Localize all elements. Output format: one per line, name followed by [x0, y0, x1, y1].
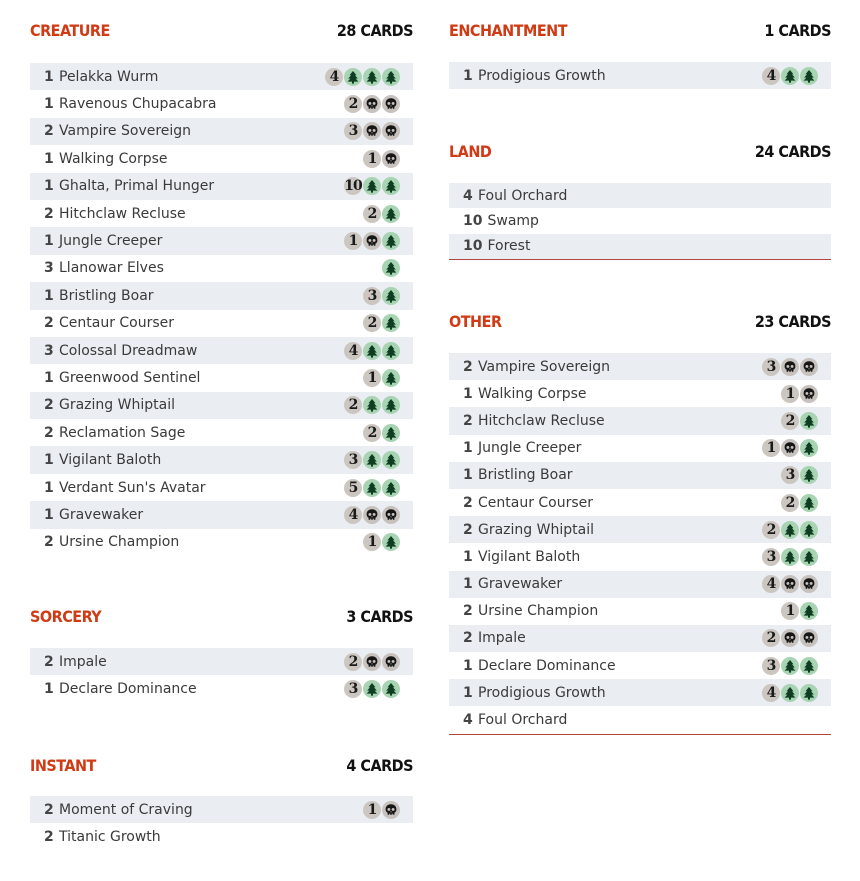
mana-cost: [762, 439, 818, 457]
card-name[interactable]: Moment of Craving: [59, 801, 193, 818]
card-row[interactable]: [449, 435, 831, 462]
mana-cost: [762, 657, 818, 675]
mana-cost: [363, 287, 400, 305]
mana-cost: [344, 506, 400, 524]
card-row[interactable]: [449, 652, 831, 679]
generic-mana-icon: 1: [363, 801, 381, 819]
card-name[interactable]: Colossal Dreadmaw: [59, 342, 198, 359]
forest-mana-icon: [781, 657, 799, 675]
generic-mana-icon: 4: [762, 67, 780, 85]
forest-mana-icon: [800, 494, 818, 512]
card-list: [30, 796, 413, 850]
card-quantity: 1: [463, 467, 473, 484]
forest-mana-icon: [800, 684, 818, 702]
card-quantity: 4: [463, 187, 473, 204]
forest-mana-icon: [382, 451, 400, 469]
card-row[interactable]: [30, 675, 413, 702]
card-name[interactable]: Reclamation Sage: [59, 424, 186, 441]
generic-mana-icon: 3: [363, 287, 381, 305]
forest-mana-icon: [363, 177, 381, 195]
card-row[interactable]: [449, 353, 831, 380]
card-list: [30, 63, 413, 556]
generic-mana-icon: 2: [344, 653, 362, 671]
card-quantity: 1: [463, 548, 473, 565]
card-list: [449, 62, 831, 89]
card-row[interactable]: [449, 625, 831, 652]
mana-cost: [363, 533, 400, 551]
card-quantity: 2: [44, 653, 54, 670]
card-quantity: 1: [463, 657, 473, 674]
card-name[interactable]: Grazing Whiptail: [59, 397, 175, 414]
swamp-mana-icon: [781, 575, 799, 593]
generic-mana-icon: 2: [762, 521, 780, 539]
card-name[interactable]: Centaur Courser: [478, 494, 594, 511]
card-quantity: 1: [463, 67, 473, 84]
generic-mana-icon: 2: [781, 412, 799, 430]
card-name[interactable]: Prodigious Growth: [478, 684, 606, 701]
swamp-mana-icon: [781, 439, 799, 457]
generic-mana-icon: 1: [363, 369, 381, 387]
mana-cost: [762, 548, 818, 566]
forest-mana-icon: [382, 259, 400, 277]
card-name[interactable]: Vampire Sovereign: [478, 358, 611, 375]
generic-mana-icon: 3: [762, 657, 780, 675]
generic-mana-icon: 3: [762, 548, 780, 566]
section-header: [449, 141, 831, 161]
section-header: [30, 20, 413, 40]
generic-mana-icon: 5: [344, 479, 362, 497]
swamp-mana-icon: [363, 653, 381, 671]
card-row[interactable]: [30, 337, 413, 364]
card-quantity: 10: [463, 212, 483, 229]
mana-cost: [762, 358, 818, 376]
card-name[interactable]: Llanowar Elves: [59, 260, 164, 277]
generic-mana-icon: 3: [762, 358, 780, 376]
forest-mana-icon: [800, 548, 818, 566]
generic-mana-icon: 1: [781, 385, 799, 403]
card-quantity: 1: [44, 506, 54, 523]
section-count: 24 CARDS: [754, 141, 831, 161]
card-row[interactable]: [30, 419, 413, 446]
forest-mana-icon: [363, 479, 381, 497]
card-name[interactable]: Grazing Whiptail: [478, 521, 594, 538]
section-title: SORCERY: [30, 606, 102, 626]
card-row[interactable]: [449, 380, 831, 407]
card-quantity: 1: [44, 150, 54, 167]
generic-mana-icon: 2: [762, 629, 780, 647]
card-quantity: 2: [44, 828, 54, 845]
mana-cost: [363, 369, 400, 387]
card-name[interactable]: Vigilant Baloth: [478, 548, 581, 565]
card-name[interactable]: Greenwood Sentinel: [59, 369, 201, 386]
mana-cost: [762, 629, 818, 647]
card-quantity: 2: [463, 521, 473, 538]
forest-mana-icon: [382, 342, 400, 360]
mana-cost: [781, 385, 818, 403]
swamp-mana-icon: [363, 232, 381, 250]
card-row[interactable]: [449, 543, 831, 570]
card-list: [449, 353, 831, 735]
forest-mana-icon: [781, 548, 799, 566]
forest-mana-icon: [344, 68, 362, 86]
card-quantity: 2: [463, 412, 473, 429]
card-row[interactable]: [449, 571, 831, 598]
forest-mana-icon: [382, 205, 400, 223]
mana-cost: [344, 122, 400, 140]
section-header: [449, 311, 831, 331]
mana-cost: [762, 67, 818, 85]
mana-cost: [344, 479, 400, 497]
card-name[interactable]: Gravewaker: [59, 506, 144, 523]
forest-mana-icon: [382, 680, 400, 698]
card-quantity: 2: [44, 424, 54, 441]
mana-cost: [325, 68, 400, 86]
card-quantity: 3: [44, 260, 54, 277]
swamp-mana-icon: [382, 122, 400, 140]
forest-mana-icon: [382, 533, 400, 551]
card-row[interactable]: [449, 706, 831, 734]
card-name[interactable]: Hitchclaw Recluse: [478, 412, 605, 429]
forest-mana-icon: [800, 657, 818, 675]
card-row[interactable]: [30, 648, 413, 675]
mana-cost: [344, 95, 400, 113]
mana-cost: [363, 424, 400, 442]
card-row[interactable]: [30, 118, 413, 145]
card-row[interactable]: [30, 255, 413, 282]
card-name[interactable]: Declare Dominance: [478, 657, 616, 674]
forest-mana-icon: [800, 439, 818, 457]
section-title: CREATURE: [30, 20, 110, 40]
section-header: [30, 606, 413, 626]
mana-cost: [344, 342, 400, 360]
card-quantity: 2: [44, 534, 54, 551]
card-quantity: 1: [44, 452, 54, 469]
card-row[interactable]: [449, 598, 831, 625]
card-row[interactable]: [449, 489, 831, 516]
card-quantity: 2: [44, 801, 54, 818]
card-row[interactable]: [30, 227, 413, 254]
mana-cost: [363, 801, 400, 819]
generic-mana-icon: 2: [363, 424, 381, 442]
mana-cost: [344, 177, 400, 195]
swamp-mana-icon: [363, 95, 381, 113]
card-quantity: 2: [463, 603, 473, 620]
card-row[interactable]: [30, 200, 413, 227]
swamp-mana-icon: [781, 629, 799, 647]
card-name[interactable]: Impale: [478, 630, 526, 647]
card-name[interactable]: Foul Orchard: [478, 187, 568, 204]
card-name[interactable]: Impale: [59, 653, 107, 670]
card-quantity: 10: [463, 238, 483, 255]
forest-mana-icon: [800, 412, 818, 430]
card-quantity: 1: [463, 576, 473, 593]
mana-cost: [363, 150, 400, 168]
generic-mana-icon: 2: [363, 205, 381, 223]
card-list: [449, 183, 831, 260]
card-quantity: 2: [463, 494, 473, 511]
card-name[interactable]: Ursine Champion: [59, 534, 180, 551]
generic-mana-icon: 4: [762, 575, 780, 593]
generic-mana-icon: 2: [344, 95, 362, 113]
card-name[interactable]: Ravenous Chupacabra: [59, 96, 217, 113]
mana-cost: [781, 466, 818, 484]
generic-mana-icon: 3: [344, 680, 362, 698]
generic-mana-icon: 1: [762, 439, 780, 457]
forest-mana-icon: [781, 67, 799, 85]
generic-mana-icon: 3: [344, 122, 362, 140]
generic-mana-icon: 3: [781, 466, 799, 484]
card-row[interactable]: [30, 823, 413, 850]
card-name[interactable]: Gravewaker: [478, 576, 563, 593]
mana-cost: [363, 314, 400, 332]
forest-mana-icon: [382, 424, 400, 442]
card-name[interactable]: Swamp: [487, 212, 539, 229]
generic-mana-icon: 4: [344, 342, 362, 360]
card-quantity: 1: [44, 369, 54, 386]
forest-mana-icon: [800, 602, 818, 620]
section-count: 28 CARDS: [336, 20, 413, 40]
section-header: [449, 20, 831, 40]
card-name[interactable]: Jungle Creeper: [59, 233, 163, 250]
card-quantity: 1: [44, 233, 54, 250]
generic-mana-icon: 1: [363, 533, 381, 551]
swamp-mana-icon: [382, 653, 400, 671]
mana-cost: [762, 575, 818, 593]
mana-cost: [344, 653, 400, 671]
card-row[interactable]: [30, 90, 413, 117]
card-quantity: 4: [463, 712, 473, 729]
card-row[interactable]: [30, 282, 413, 309]
card-name[interactable]: Bristling Boar: [478, 467, 573, 484]
card-quantity: 3: [44, 342, 54, 359]
card-row[interactable]: [30, 364, 413, 391]
generic-mana-icon: 4: [344, 506, 362, 524]
card-quantity: 2: [463, 358, 473, 375]
card-row[interactable]: [449, 462, 831, 489]
forest-mana-icon: [363, 451, 381, 469]
card-row[interactable]: [449, 516, 831, 543]
card-row[interactable]: [30, 63, 413, 90]
card-quantity: 2: [44, 397, 54, 414]
section-count: 23 CARDS: [754, 311, 831, 331]
card-row[interactable]: [449, 679, 831, 706]
card-name[interactable]: Walking Corpse: [478, 385, 587, 402]
forest-mana-icon: [781, 684, 799, 702]
mana-cost: [781, 494, 818, 512]
card-quantity: 2: [463, 630, 473, 647]
card-row[interactable]: [449, 62, 831, 89]
mana-cost: [781, 412, 818, 430]
section-count: 3 CARDS: [346, 606, 413, 626]
forest-mana-icon: [781, 521, 799, 539]
generic-mana-icon: 4: [325, 68, 343, 86]
section-header: [30, 755, 413, 775]
card-name[interactable]: Prodigious Growth: [478, 67, 606, 84]
mana-cost: [762, 684, 818, 702]
mana-cost: [762, 521, 818, 539]
card-row[interactable]: [449, 234, 831, 260]
card-quantity: 1: [463, 385, 473, 402]
forest-mana-icon: [382, 314, 400, 332]
generic-mana-icon: 4: [762, 684, 780, 702]
forest-mana-icon: [382, 68, 400, 86]
forest-mana-icon: [382, 232, 400, 250]
card-quantity: 1: [44, 96, 54, 113]
forest-mana-icon: [382, 177, 400, 195]
forest-mana-icon: [382, 396, 400, 414]
card-name[interactable]: Bristling Boar: [59, 287, 154, 304]
swamp-mana-icon: [800, 385, 818, 403]
card-name[interactable]: Foul Orchard: [478, 712, 568, 729]
section-title: OTHER: [449, 311, 502, 331]
card-row[interactable]: [449, 208, 831, 233]
swamp-mana-icon: [382, 506, 400, 524]
swamp-mana-icon: [781, 358, 799, 376]
card-name[interactable]: Ursine Champion: [478, 603, 599, 620]
card-quantity: 1: [44, 479, 54, 496]
card-quantity: 1: [463, 684, 473, 701]
card-name[interactable]: Declare Dominance: [59, 680, 197, 697]
swamp-mana-icon: [363, 122, 381, 140]
swamp-mana-icon: [382, 95, 400, 113]
forest-mana-icon: [800, 521, 818, 539]
card-row[interactable]: [30, 392, 413, 419]
generic-mana-icon: 2: [344, 396, 362, 414]
card-name[interactable]: Jungle Creeper: [478, 440, 582, 457]
card-name[interactable]: Forest: [487, 238, 531, 255]
card-name[interactable]: Vigilant Baloth: [59, 452, 162, 469]
generic-mana-icon: 1: [344, 232, 362, 250]
section-title: ENCHANTMENT: [449, 20, 568, 40]
card-name[interactable]: Walking Corpse: [59, 150, 168, 167]
forest-mana-icon: [363, 68, 381, 86]
swamp-mana-icon: [800, 575, 818, 593]
generic-mana-icon: 1: [781, 602, 799, 620]
forest-mana-icon: [800, 466, 818, 484]
card-name[interactable]: Vampire Sovereign: [59, 123, 192, 140]
card-quantity: 2: [44, 315, 54, 332]
card-row[interactable]: [30, 145, 413, 172]
forest-mana-icon: [363, 342, 381, 360]
card-row[interactable]: [30, 529, 413, 556]
generic-mana-icon: 2: [363, 314, 381, 332]
section-title: LAND: [449, 141, 492, 161]
mana-cost: [344, 451, 400, 469]
swamp-mana-icon: [363, 506, 381, 524]
forest-mana-icon: [363, 396, 381, 414]
forest-mana-icon: [363, 680, 381, 698]
mana-cost: [781, 602, 818, 620]
card-quantity: 1: [44, 680, 54, 697]
card-quantity: 1: [463, 440, 473, 457]
card-row[interactable]: [30, 173, 413, 200]
generic-mana-icon: 1: [363, 150, 381, 168]
forest-mana-icon: [382, 287, 400, 305]
card-row[interactable]: [30, 474, 413, 501]
card-row[interactable]: [449, 407, 831, 434]
card-list: [30, 648, 413, 702]
forest-mana-icon: [382, 479, 400, 497]
card-name[interactable]: Titanic Growth: [59, 828, 161, 845]
card-quantity: 1: [44, 178, 54, 195]
mana-cost: [344, 680, 400, 698]
card-name[interactable]: Verdant Sun's Avatar: [59, 479, 206, 496]
generic-mana-icon: 10: [344, 178, 362, 195]
generic-mana-icon: 2: [781, 494, 799, 512]
section-count: 4 CARDS: [346, 755, 413, 775]
card-name[interactable]: Pelakka Wurm: [59, 68, 159, 85]
section-title: INSTANT: [30, 755, 96, 775]
card-name[interactable]: Centaur Courser: [59, 315, 175, 332]
forest-mana-icon: [800, 67, 818, 85]
card-row[interactable]: [30, 310, 413, 337]
swamp-mana-icon: [800, 358, 818, 376]
generic-mana-icon: 3: [344, 451, 362, 469]
card-quantity: 1: [44, 68, 54, 85]
section-count: 1 CARDS: [764, 20, 831, 40]
swamp-mana-icon: [382, 150, 400, 168]
swamp-mana-icon: [800, 629, 818, 647]
mana-cost: [344, 396, 400, 414]
card-row[interactable]: [30, 446, 413, 473]
mana-cost: [382, 259, 400, 277]
mana-cost: [363, 205, 400, 223]
swamp-mana-icon: [382, 801, 400, 819]
card-quantity: 2: [44, 205, 54, 222]
forest-mana-icon: [382, 369, 400, 387]
card-name[interactable]: Ghalta, Primal Hunger: [59, 178, 215, 195]
mana-cost: [344, 232, 400, 250]
card-quantity: 2: [44, 123, 54, 140]
card-name[interactable]: Hitchclaw Recluse: [59, 205, 186, 222]
card-quantity: 1: [44, 287, 54, 304]
card-row[interactable]: [30, 501, 413, 528]
card-row[interactable]: [449, 183, 831, 208]
card-row[interactable]: [30, 796, 413, 823]
